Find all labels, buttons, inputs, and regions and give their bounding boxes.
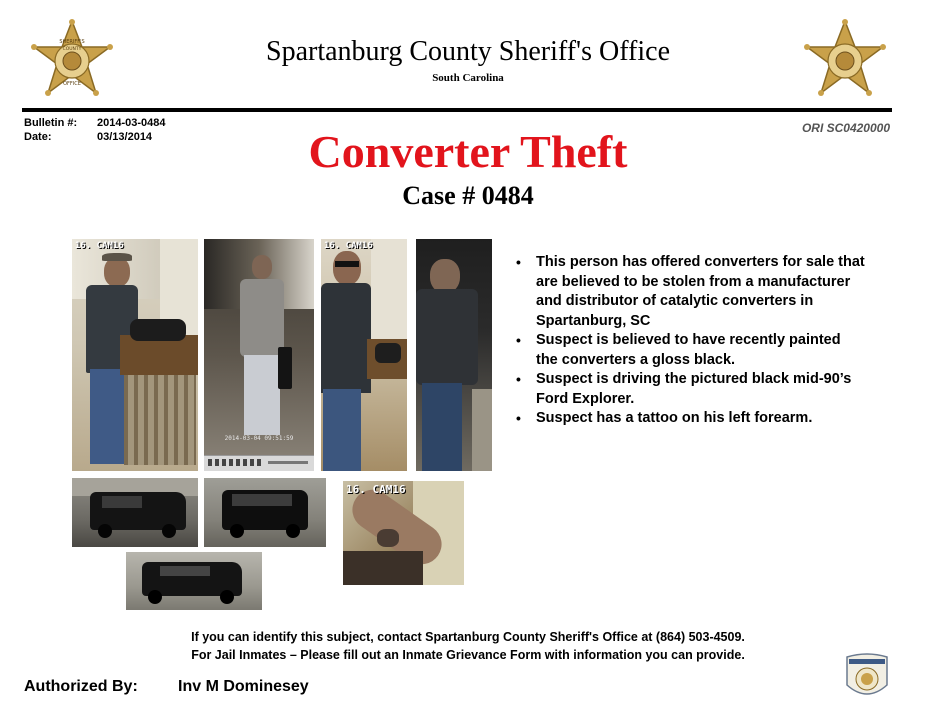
surveillance-photo-4	[416, 239, 492, 471]
camera-label-tattoo: 16. CAM16	[346, 483, 406, 496]
list-item: • Suspect has a tattoo on his left forearm.	[516, 409, 866, 429]
badge-text-bottom: OFFICE	[63, 81, 81, 87]
tattoo-photo	[343, 481, 464, 585]
bulletin-headline: Converter Theft	[308, 126, 628, 177]
bulletin-number-label: Bulletin #:	[24, 117, 78, 129]
bulletin-date-value: 03/13/2014	[97, 131, 153, 143]
list-item: • This person has offered converters for sale that are believed to be stolen from a manufacturer and distributor of catalytic converters in Spartanburg, SC	[516, 253, 866, 331]
contact-line-2: For Jail Inmates – Please fill out an Inmate Grievance Form with information you can provide.	[191, 648, 745, 662]
org-subtitle: South Carolina	[432, 72, 504, 84]
camera-label-1: 16. CAM16	[75, 241, 124, 251]
badge-text-mid: COUNTY	[62, 47, 82, 52]
org-title: Spartanburg County Sheriff's Office	[266, 36, 670, 67]
surveillance-photo-3	[321, 239, 407, 471]
authorized-by-label: Authorized By:	[24, 678, 138, 695]
badge-text-top: SHERIFF'S	[59, 39, 85, 45]
vehicle-photo-3	[126, 552, 262, 610]
surveillance-photo-2	[204, 239, 314, 471]
photo-timestamp: 2014-03-04 09:51:59	[224, 435, 294, 442]
contact-line-1: If you can identify this subject, contact Spartanburg County Sheriff's Office at (864) 503-4509.	[191, 630, 745, 644]
vehicle-photo-2	[204, 478, 326, 547]
list-item: • Suspect is believed to have recently painted the converters a gloss black.	[516, 331, 866, 370]
ori-code: ORI SC0420000	[801, 121, 890, 135]
case-number: Case # 0484	[402, 181, 534, 210]
bulletin-date-label: Date:	[24, 131, 52, 143]
suspect-details-list	[516, 253, 866, 429]
bulletin-number-value: 2014-03-0484	[97, 117, 166, 129]
surveillance-photo-1	[72, 239, 198, 471]
vehicle-photo-1	[72, 478, 198, 547]
authorized-by-name: Inv M Dominesey	[178, 678, 309, 695]
state-seal-icon	[845, 651, 889, 703]
header-divider	[22, 108, 892, 112]
list-item: • Suspect is driving the pictured black mid-90’s Ford Explorer.	[516, 370, 866, 409]
camera-label-3: 16. CAM16	[324, 241, 373, 251]
